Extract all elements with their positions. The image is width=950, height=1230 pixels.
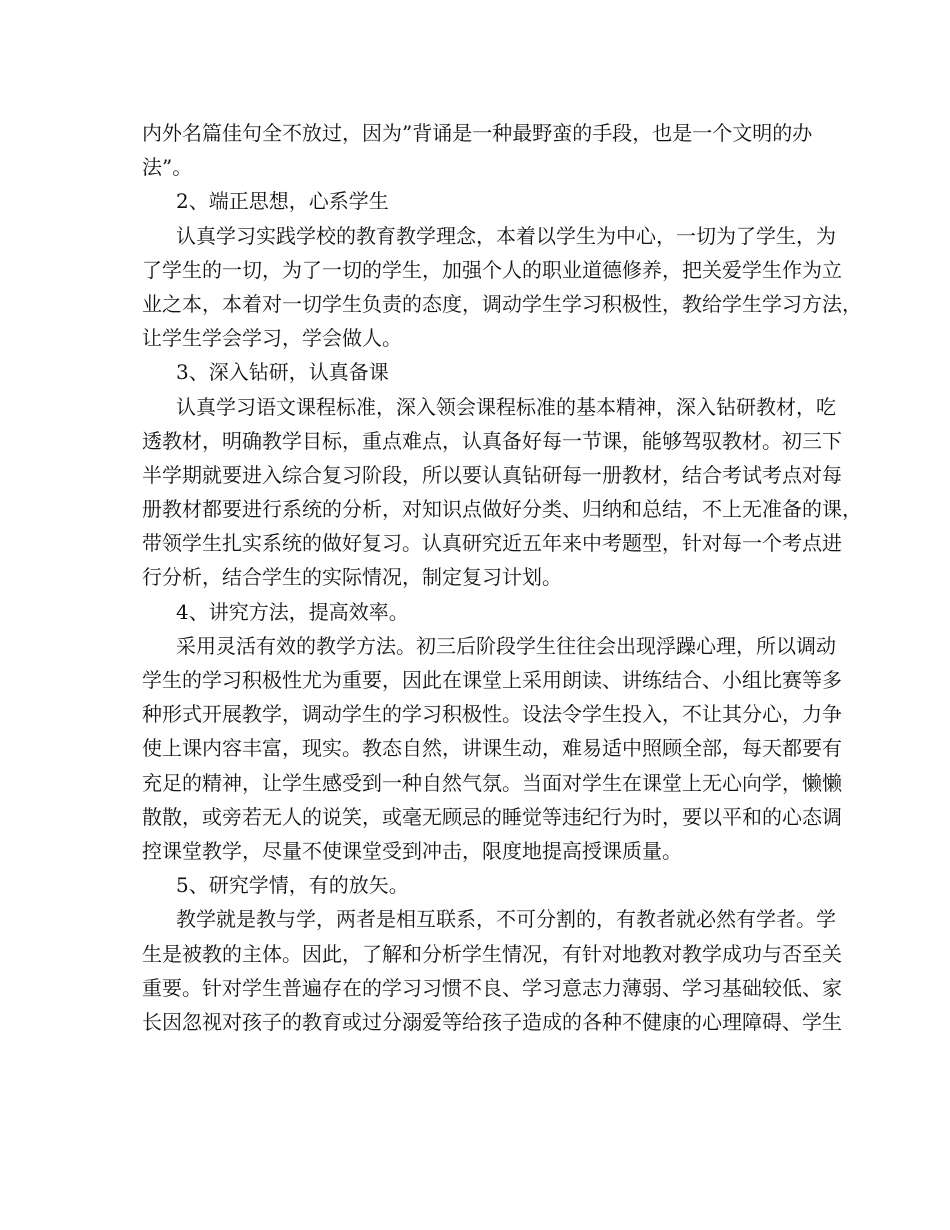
section-heading-3: 3、深入钻研，认真备课 <box>176 360 389 385</box>
text-line: 学生的学习积极性尤为重要，因此在课堂上采用朗读、讲练结合、小组比赛等多 <box>142 668 842 692</box>
section-heading-5: 5、研究学情，有的放矢。 <box>176 873 409 898</box>
text-line: 认真学习语文课程标准，深入领会课程标准的基本精神，深入钻研教材，吃 <box>176 394 836 419</box>
section-heading-4: 4、讲究方法，提高效率。 <box>176 599 409 624</box>
text-line: 控课堂教学，尽量不使课堂受到冲击，限度地提高授课质量。 <box>142 838 682 863</box>
text-line: 重要。针对学生普遍存在的学习习惯不良、学习意志力薄弱、学习基础较低、家 <box>142 975 842 1000</box>
text-line: 采用灵活有效的教学方法。初三后阶段学生往往会出现浮躁心理，所以调动 <box>176 633 836 658</box>
text-line: 业之本，本着对一切学生负责的态度，调动学生学习积极性，教给学生学习方法， <box>142 291 862 316</box>
text-line: 长因忽视对孩子的教育或过分溺爱等给孩子造成的各种不健康的心理障碍、学生 <box>142 1009 842 1034</box>
text-line: 内外名篇佳句全不放过，因为”背诵是一种最野蛮的手段，也是一个文明的办 <box>142 121 813 145</box>
text-line: 充足的精神，让学生感受到一种自然气氛。当面对学生在课堂上无心向学，懒懒 <box>142 770 842 795</box>
text-line: 使上课内容丰富，现实。教态自然，讲课生动，难易适中照顾全部，每天都要有 <box>142 736 842 761</box>
text-line: 行分析，结合学生的实际情况，制定复习计划。 <box>142 565 562 590</box>
document-body <box>142 116 862 1039</box>
text-line: 散散，或旁若无人的说笑，或毫无顾忌的睡觉等违纪行为时，要以平和的心态调 <box>142 804 842 829</box>
text-line: 册教材都要进行系统的分析，对知识点做好分类、归纳和总结，不上无准备的课， <box>142 497 862 522</box>
text-line: 透教材，明确教学目标，重点难点，认真备好每一节课，能够驾驭教材。初三下 <box>142 428 842 453</box>
text-line: 带领学生扎实系统的做好复习。认真研究近五年来中考题型，针对每一个考点进 <box>142 531 842 556</box>
text-line: 半学期就要进入综合复习阶段，所以要认真钻研每一册教材，结合考试考点对每 <box>142 462 842 487</box>
text-line: 认真学习实践学校的教育教学理念，本着以学生为中心，一切为了学生，为 <box>176 223 836 248</box>
text-line: 让学生学会学习，学会做人。 <box>142 326 402 351</box>
section-heading-2: 2、端正思想，心系学生 <box>176 189 389 214</box>
text-line: 种形式开展教学，调动学生的学习积极性。设法令学生投入，不让其分心，力争 <box>142 702 842 727</box>
text-line: 了学生的一切，为了一切的学生，加强个人的职业道德修养，把关爱学生作为立 <box>142 257 842 282</box>
text-line: 法”。 <box>142 155 193 180</box>
text-line: 教学就是教与学，两者是相互联系，不可分割的，有教者就必然有学者。学 <box>176 907 836 932</box>
text-line: 生是被教的主体。因此，了解和分析学生情况，有针对地教对教学成功与否至关 <box>142 941 842 966</box>
